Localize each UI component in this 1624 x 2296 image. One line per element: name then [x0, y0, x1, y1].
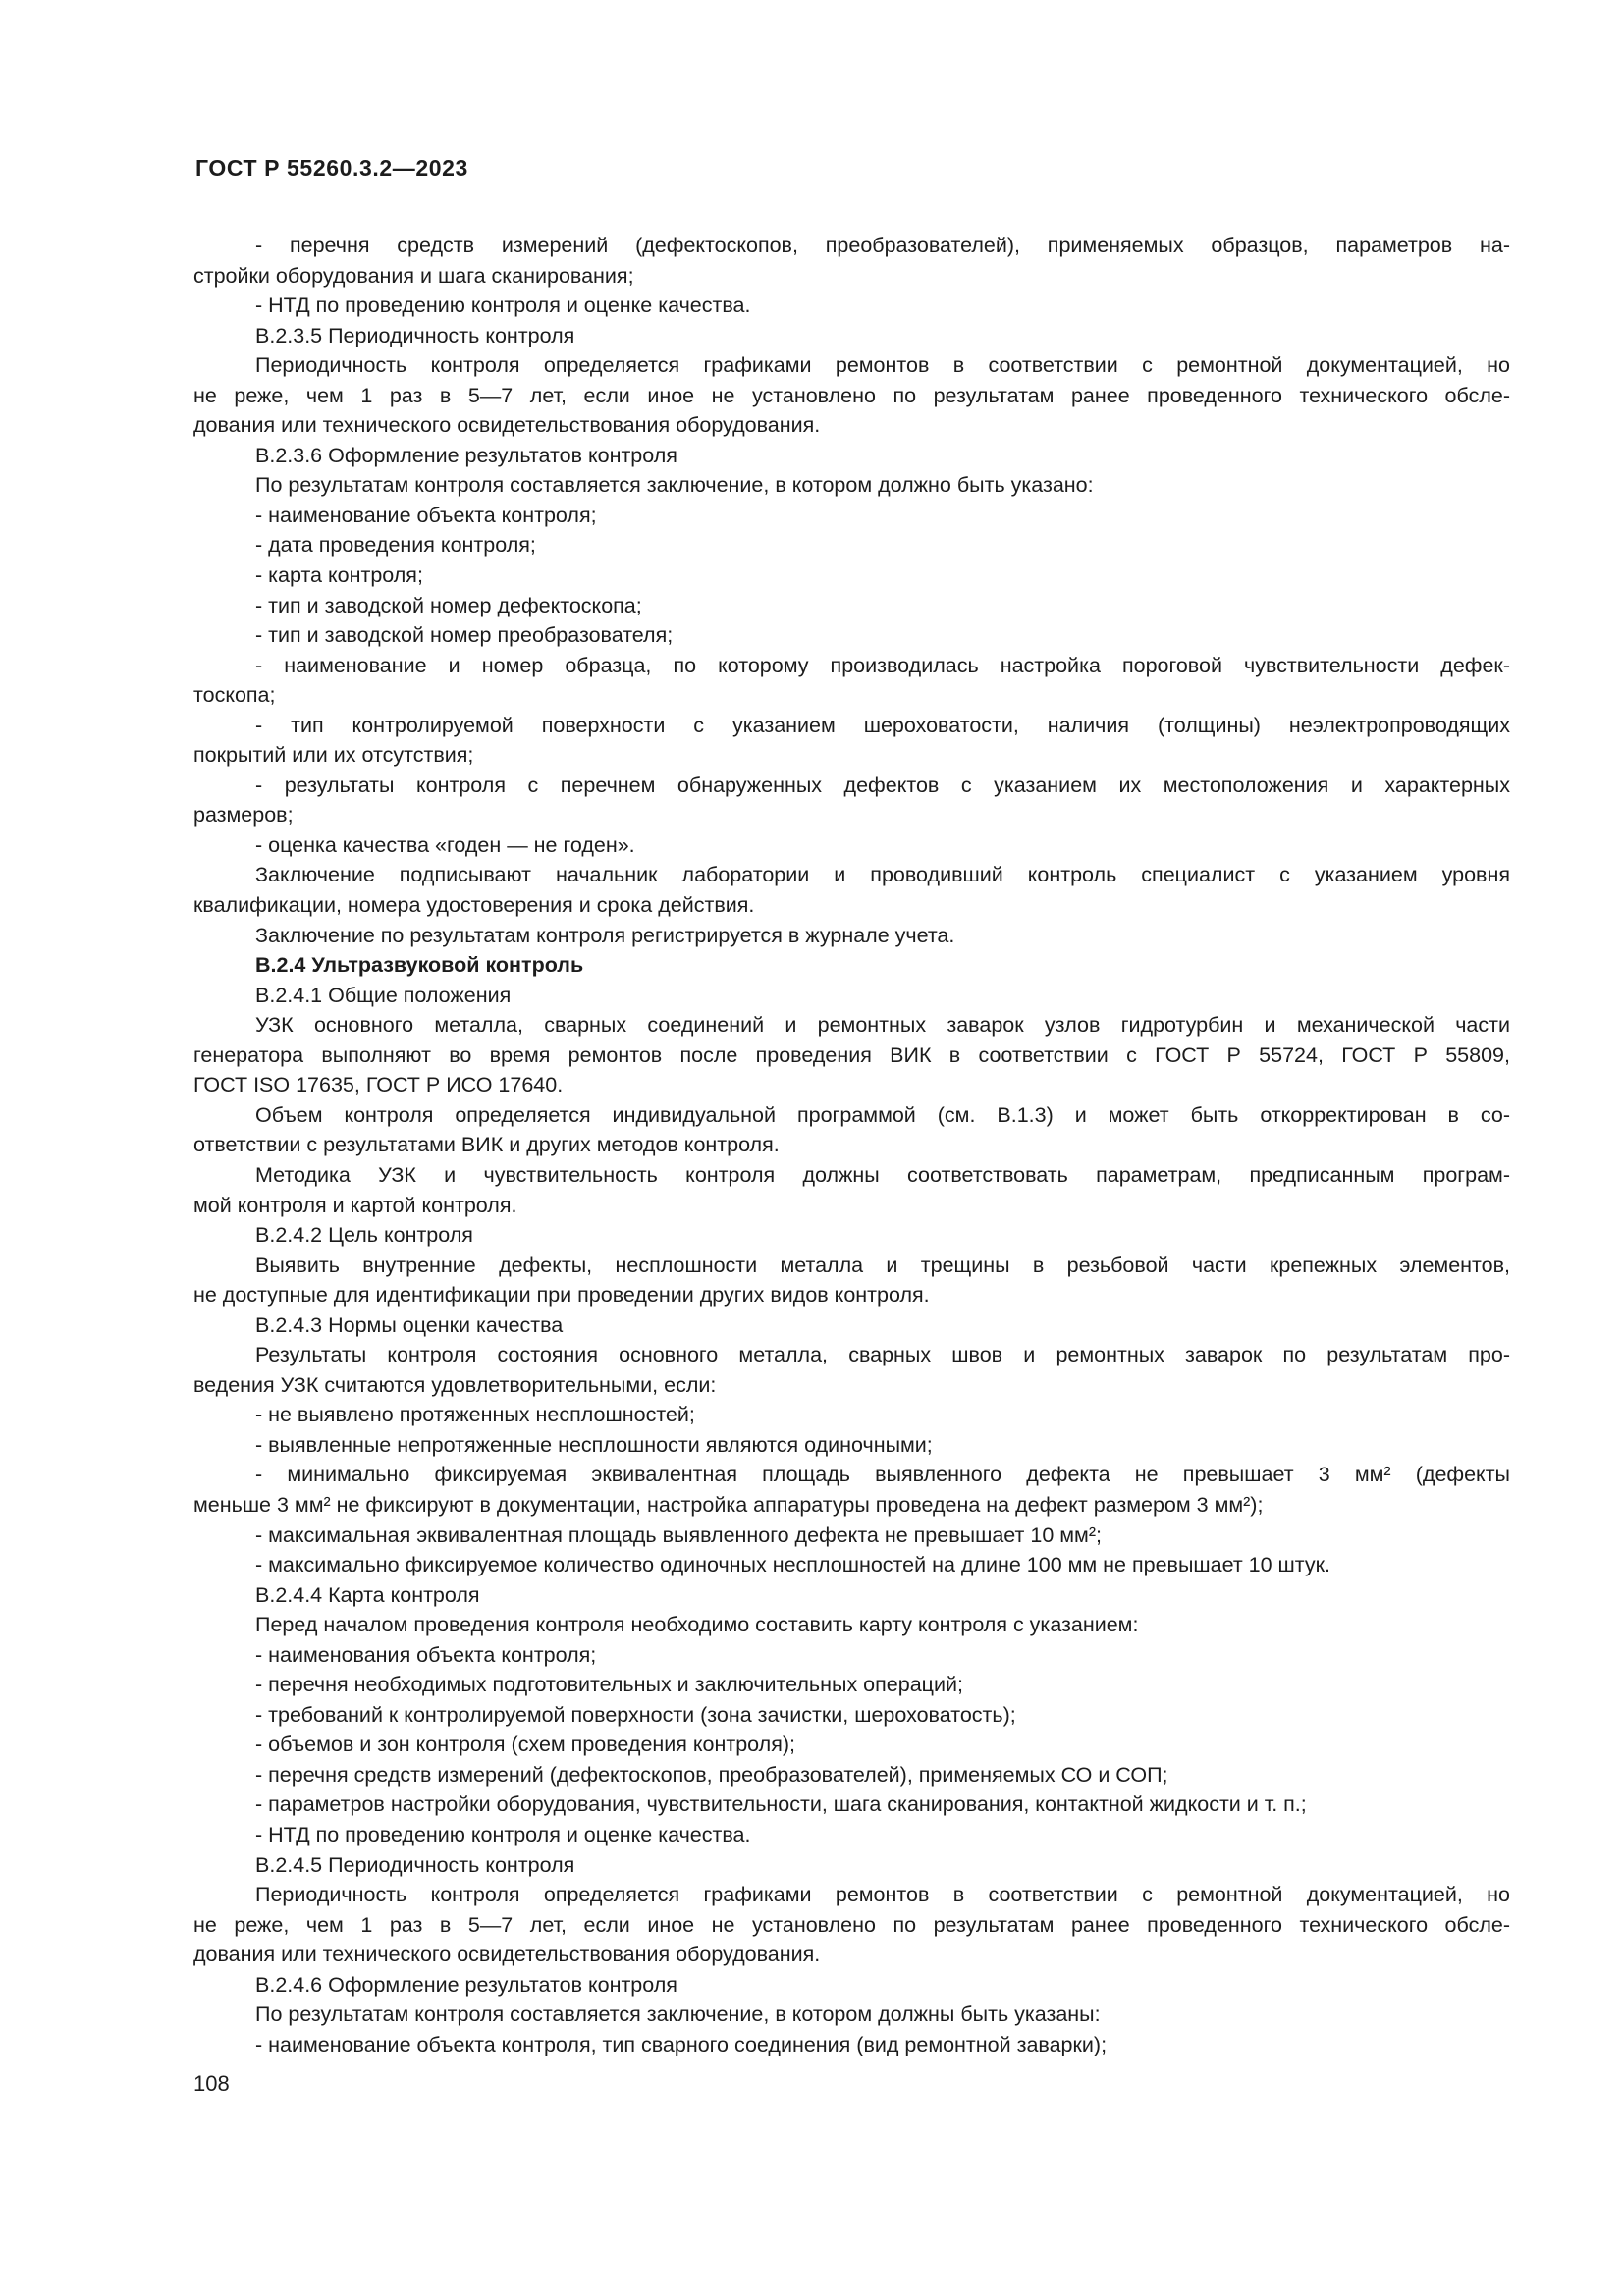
text-line: - перечня необходимых подготовительных и заключительных операций; [255, 1673, 963, 1697]
text-line: - наименование и номер образца, по которому производилась настройка пороговой чувствительности дефек- [255, 653, 1510, 677]
text-line: ответствии с результатами ВИК и других методов контроля. [193, 1133, 780, 1157]
text-line: не реже, чем 1 раз в 5—7 лет, если иное не установлено по результатам ранее проведенного технического обсле- [193, 383, 1510, 407]
text-line: В.2.4.4 Карта контроля [255, 1582, 480, 1607]
text-line: дования или технического освидетельствования оборудования. [193, 1943, 821, 1967]
text-line: Объем контроля определяется индивидуальной программой (см. В.1.3) и может быть откорректирован в со- [255, 1102, 1510, 1127]
text-line: - наименование объекта контроля; [255, 503, 597, 527]
text-line: УЗК основного металла, сварных соединений и ремонтных заварок узлов гидротурбин и механической части [255, 1013, 1510, 1038]
text-line: - карта контроля; [255, 563, 423, 588]
text-line: - требований к контролируемой поверхности (зона зачистки, шероховатость); [255, 1702, 1016, 1727]
text-line: - максимально фиксируемое количество одиночных несплошностей на длине 100 мм не превышает 10 штук. [255, 1553, 1331, 1577]
text-line: - оценка качества «годен — не годен». [255, 832, 635, 857]
text-line: - тип и заводской номер преобразователя; [255, 623, 674, 648]
text-line: Заключение подписывают начальник лаборатории и проводивший контроль специалист с указанием уровня [255, 863, 1510, 887]
text-line: В.2.4.6 Оформление результатов контроля [255, 1972, 677, 1997]
text-line: размеров; [193, 803, 294, 828]
text-line: - выявленные непротяженные несплошности являются одиночными; [255, 1432, 933, 1457]
text-line: - тип и заводской номер дефектоскопа; [255, 593, 642, 617]
text-line: - дата проведения контроля; [255, 533, 536, 558]
text-line: Периодичность контроля определяется графиками ремонтов в соответствии с ремонтной документацией, но [255, 353, 1510, 378]
text-line: квалификации, номера удостоверения и срока действия. [193, 893, 755, 918]
text-line: Выявить внутренние дефекты, несплошности металла и трещины в резьбовой части крепежных элементов, [255, 1253, 1510, 1277]
text-line: Методика УЗК и чувствительность контроля должны соответствовать параметрам, предписанным програм- [255, 1162, 1510, 1187]
page-number: 108 [193, 2071, 230, 2096]
text-line: покрытий или их отсутствия; [193, 743, 474, 768]
text-line: не доступные для идентификации при проведении других видов контроля. [193, 1283, 930, 1308]
text-line: Перед началом проведения контроля необходимо составить карту контроля с указанием: [255, 1613, 1139, 1637]
text-line: По результатам контроля составляется заключение, в котором должны быть указаны: [255, 2002, 1101, 2027]
text-line: - перечня средств измерений (дефектоскопов, преобразователей), применяемых образцов, параметров на- [255, 234, 1510, 257]
text-line: - перечня средств измерений (дефектоскопов, преобразователей), применяемых СО и СОП; [255, 1762, 1168, 1787]
text-line: В.2.3.6 Оформление результатов контроля [255, 443, 677, 467]
text-line: стройки оборудования и шага сканирования; [193, 263, 634, 288]
text-line: - не выявлено протяженных несплошностей; [255, 1403, 695, 1427]
document-body-text [193, 231, 1510, 2059]
text-line: В.2.3.5 Периодичность контроля [255, 323, 575, 347]
text-line: генератора выполняют во время ремонтов после проведения ВИК в соответствии с ГОСТ Р 55724, ГОСТ Р 55809, [193, 1042, 1510, 1067]
standard-code-header: ГОСТ Р 55260.3.2—2023 [195, 155, 468, 181]
text-line: - наименование объекта контроля, тип сварного соединения (вид ремонтной заварки); [255, 2032, 1108, 2056]
text-line: - НТД по проведению контроля и оценке качества. [255, 294, 751, 318]
text-line: Периодичность контроля определяется графиками ремонтов в соответствии с ремонтной документацией, но [255, 1883, 1510, 1907]
text-line: В.2.4.1 Общие положения [255, 983, 512, 1007]
text-line: ГОСТ ISO 17635, ГОСТ Р ИСО 17640. [193, 1073, 564, 1097]
text-line: - параметров настройки оборудования, чувствительности, шага сканирования, контактной жидкости и т. п.; [255, 1792, 1307, 1817]
text-line: - максимальная эквивалентная площадь выявленного дефекта не превышает 10 мм²; [255, 1522, 1102, 1547]
text-line: - тип контролируемой поверхности с указанием шероховатости, наличия (толщины) неэлектропроводящих [255, 713, 1510, 737]
text-line: В.2.4.5 Периодичность контроля [255, 1852, 575, 1877]
section-heading-line: В.2.4 Ультразвуковой контроль [255, 953, 584, 978]
text-line: - наименования объекта контроля; [255, 1642, 597, 1667]
text-line: - результаты контроля с перечнем обнаруженных дефектов с указанием их местоположения и характерных [255, 773, 1510, 797]
text-line: Заключение по результатам контроля регистрируется в журнале учета. [255, 923, 955, 947]
text-line: По результатам контроля составляется заключение, в котором должно быть указано: [255, 473, 1094, 498]
text-line: дования или технического освидетельствования оборудования. [193, 413, 821, 438]
text-line: - НТД по проведению контроля и оценке качества. [255, 1822, 751, 1846]
text-line: В.2.4.3 Нормы оценки качества [255, 1312, 564, 1337]
text-line: - объемов и зон контроля (схем проведения контроля); [255, 1733, 795, 1757]
text-line: Результаты контроля состояния основного металла, сварных швов и ремонтных заварок по результатам про- [255, 1343, 1510, 1367]
text-line: В.2.4.2 Цель контроля [255, 1223, 473, 1248]
text-line: - минимально фиксируемая эквивалентная площадь выявленного дефекта не превышает 3 мм² (дефекты [255, 1463, 1510, 1487]
text-line: меньше 3 мм² не фиксируют в документации, настройка аппаратуры проведена на дефект размером 3 мм²); [193, 1492, 1264, 1517]
text-line: ведения УЗК считаются удовлетворительными, если: [193, 1372, 717, 1397]
text-line: не реже, чем 1 раз в 5—7 лет, если иное не установлено по результатам ранее проведенного технического обсле- [193, 1912, 1510, 1937]
text-line: тоскопа; [193, 683, 276, 708]
text-line: мой контроля и картой контроля. [193, 1193, 517, 1217]
